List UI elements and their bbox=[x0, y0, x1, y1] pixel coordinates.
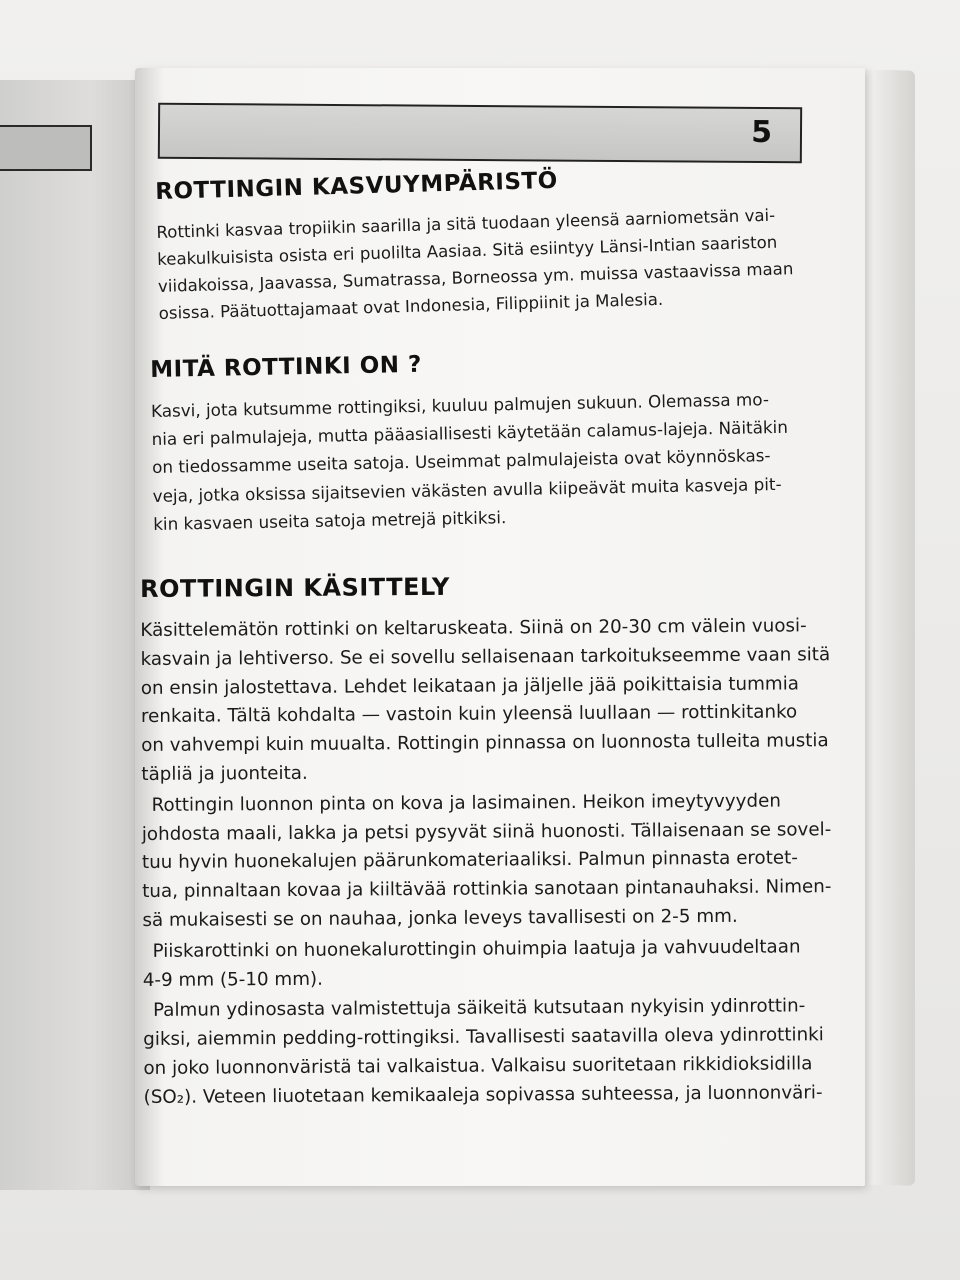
paragraph bbox=[140, 612, 831, 790]
section-heading: ROTTINGIN KASVUYMPÄRISTÖ bbox=[155, 167, 559, 205]
paragraph bbox=[156, 201, 794, 327]
text-line: on vahvempi kuin muualta. Rottingin pinnassa on luonnosta tulleita mustia bbox=[141, 730, 829, 757]
text-line: Rottinki kasvaa tropiikin saarilla ja sitä tuodaan yleensä aarniometsän vai- bbox=[156, 205, 776, 242]
section-rattan-processing bbox=[140, 570, 833, 1112]
section-heading: MITÄ ROTTINKI ON ? bbox=[150, 351, 423, 383]
section-growing-environment bbox=[155, 161, 794, 327]
text-line: veja, jotka oksissa sijaitsevien väkästen avulla kiipeävät muita kasveja pit- bbox=[152, 473, 782, 506]
text-line: johdosta maali, lakka ja petsi pysyvät siinä huonosti. Tällaisenaan se sovel- bbox=[141, 818, 832, 845]
text-line: Käsittelemätön rottinki on keltaruskeata. Siinä on 20-30 cm välein vuosi- bbox=[140, 615, 807, 641]
text-line: osissa. Päätuottajamaat ovat Indonesia, Filippiinit ja Malesia. bbox=[158, 289, 664, 323]
text-line: Rottingin luonnon pinta on kova ja lasimainen. Heikon imeytyvyyden bbox=[151, 790, 781, 816]
text-line: keakulkuisista osista eri puolilta Aasiaa. Sitä esiintyy Länsi-Intian saariston bbox=[156, 232, 778, 269]
page-header-bar bbox=[158, 103, 802, 163]
text-line: viidakoissa, Jaavassa, Sumatrassa, Borneossa ym. muissa vastaavissa maan bbox=[157, 259, 794, 296]
text-line: täpliä ja juonteita. bbox=[141, 762, 308, 785]
paragraph bbox=[143, 933, 833, 995]
text-line: tuu hyvin huonekalujen päärunkomateriaaliksi. Palmun pinnasta erotet- bbox=[141, 847, 798, 874]
text-line: (SO₂). Veteen liuotetaan kemikaaleja sopivassa suhteessa, ja luonnonväri- bbox=[143, 1081, 823, 1108]
text-line: sä mukaisesti se on nauhaa, jonka leveys tavallisesti on 2-5 mm. bbox=[142, 905, 738, 931]
text-line: giksi, aiemmin pedding-rottingiksi. Tavallisesti saatavilla oleva ydinrottinki bbox=[143, 1024, 824, 1051]
text-line: 4-9 mm (5-10 mm). bbox=[142, 968, 323, 991]
text-line: renkaita. Tältä kohdalta — vastoin kuin yleensä luullaan — rottinkitanko bbox=[140, 701, 798, 728]
previous-page-header-bar bbox=[0, 125, 92, 171]
section-what-is-rattan bbox=[150, 345, 790, 538]
text-line: tua, pinnaltaan kovaa ja kiiltävää rottinkia sanotaan pintanauhaksi. Nimen- bbox=[142, 876, 832, 903]
paragraph bbox=[142, 787, 833, 936]
paragraph bbox=[143, 993, 833, 1113]
text-line: Piiskarottinki on huonekalurottingin ohuimpia laatuja ja vahvuudeltaan bbox=[152, 936, 801, 962]
section-heading: ROTTINGIN KÄSITTELY bbox=[140, 572, 450, 603]
text-line: on tiedossamme useita satoja. Useimmat palmulajeista ovat köynnöskas- bbox=[151, 445, 771, 478]
previous-page-edge bbox=[0, 80, 150, 1190]
text-line: kin kasvaen useita satoja metrejä pitkiksi. bbox=[153, 507, 507, 534]
text-line: kasvain ja lehtiverso. Se ei sovellu sellaisenaan tarkoitukseemme vaan sitä bbox=[140, 643, 831, 670]
text-line: on joko luonnonväristä tai valkaistua. Valkaisu suoritetaan rikkidioksidilla bbox=[143, 1053, 813, 1079]
text-line: nia eri palmulajeja, mutta pääasiallisesti käytetään calamus-lajeja. Näitäkin bbox=[151, 416, 789, 450]
text-line: on ensin jalostettava. Lehdet leikataan ja jäljelle jää poikittaisia tummia bbox=[140, 672, 800, 699]
text-line: Kasvi, jota kutsumme rottingiksi, kuuluu palmujen sukuun. Olemassa mo- bbox=[150, 389, 770, 421]
page-number: 5 bbox=[751, 114, 773, 151]
text-line: Palmun ydinosasta valmistettuja säikeitä kutsutaan nykyisin ydinrottin- bbox=[152, 995, 806, 1022]
paragraph bbox=[151, 385, 790, 538]
